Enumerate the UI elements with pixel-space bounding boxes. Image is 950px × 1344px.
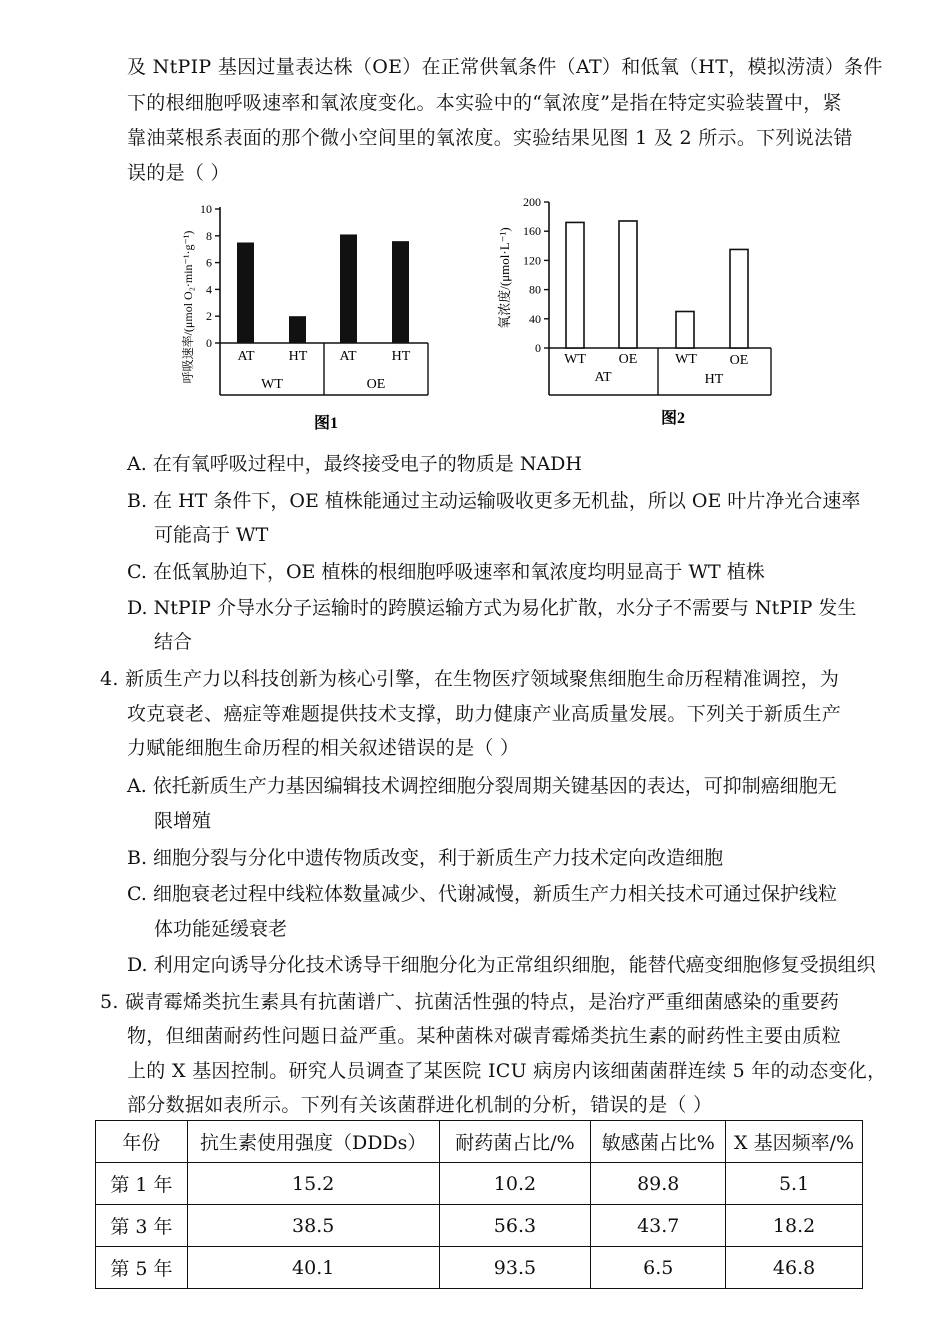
table-cell: 15.2 (187, 1163, 439, 1205)
table-cell: 第 1 年 (96, 1163, 188, 1205)
chart-bar (340, 234, 357, 343)
fig2-tick-label-2: OE (618, 352, 638, 367)
table-cell: 第 3 年 (96, 1205, 188, 1247)
chart-bar (730, 249, 748, 348)
table-cell: 38.5 (187, 1205, 439, 1247)
fig2-ylabel: 氧浓度/(μmol·L⁻¹) (497, 227, 512, 329)
q5-stem-2: 物，但细菌耐药性问题日益严重。某种菌株对碳青霉烯类抗生素的耐药性主要由质粒 (127, 1025, 842, 1047)
fig1-tick-label-4: HT (391, 349, 411, 364)
q4-stem-2: 攻克衰老、癌症等难题提供技术支撑，助力健康产业高质量发展。下列关于新质生产 (127, 703, 842, 725)
y-tick-label: 200 (523, 195, 541, 209)
fig2-group-label-1: AT (594, 370, 612, 385)
table-row (96, 1205, 863, 1247)
fig2-y-ticks (523, 195, 549, 355)
fig2-tick-label-4: OE (729, 353, 749, 368)
q4-option-c: C. 细胞衰老过程中线粒体数量减少、代谢减慢，新质生产力相关技术可通过保护线粒 (127, 883, 837, 905)
fig2-caption: 图2 (660, 410, 686, 427)
chart-bar (237, 243, 254, 344)
q5-stem-1: 5. 碳青霉烯类抗生素具有抗菌谱广、抗菌活性强的特点，是治疗严重细菌感染的重要药 (100, 991, 840, 1013)
chart-bar (289, 316, 306, 343)
y-tick-label: 6 (206, 255, 212, 270)
q3-option-a: A. 在有氧呼吸过程中，最终接受电子的物质是 NADH (127, 453, 582, 475)
figure-1 (180, 195, 440, 435)
q4-option-a: A. 依托新质生产力基因编辑技术调控细胞分裂周期关键基因的表达，可抑制癌细胞无 (127, 775, 837, 797)
table-header-row (96, 1121, 863, 1163)
fig1-group-label-2: OE (366, 377, 386, 392)
y-tick-label: 80 (529, 282, 541, 297)
intro-line-1: 及 NtPIP 基因过量表达株（OE）在正常供氧条件（AT）和低氧（HT，模拟涝渍）条件 (127, 56, 883, 78)
table-row (96, 1247, 863, 1289)
table-cell: 56.3 (439, 1205, 591, 1247)
y-tick-label: 0 (206, 336, 212, 350)
intro-line-4: 误的是（ ） (127, 162, 230, 184)
y-tick-label: 120 (523, 253, 541, 268)
table-cell: 43.7 (591, 1205, 726, 1247)
q4-stem-3: 力赋能细胞生命历程的相关叙述错误的是（ ） (127, 737, 520, 759)
fig1-y-ticks (200, 202, 220, 350)
y-tick-label: 0 (535, 341, 541, 355)
table-header-cell: 耐药菌占比/% (439, 1121, 591, 1163)
q4-option-b: B. 细胞分裂与分化中遗传物质改变，利于新质生产力技术定向改造细胞 (127, 847, 724, 869)
table-cell: 93.5 (439, 1247, 591, 1289)
q3-option-b: B. 在 HT 条件下，OE 植株能通过主动运输吸收更多无机盐，所以 OE 叶片净光合速率 (127, 490, 861, 512)
y-tick-label: 10 (200, 202, 212, 216)
intro-line-3: 靠油菜根系表面的那个微小空间里的氧浓度。实验结果见图 1 及 2 所示。下列说法错 (127, 127, 853, 149)
resistance-data-table (95, 1120, 863, 1289)
fig2-group-label-2: HT (704, 372, 724, 387)
table-header-cell: X 基因频率/% (726, 1121, 863, 1163)
table-header-cell: 敏感菌占比% (591, 1121, 726, 1163)
y-tick-label: 4 (206, 282, 212, 297)
chart-bar (619, 221, 637, 348)
table-cell: 第 5 年 (96, 1247, 188, 1289)
q3-option-d: D. NtPIP 介导水分子运输时的跨膜运输方式为易化扩散，水分子不需要与 NtPIP 发生 (127, 597, 857, 619)
fig1-tick-label-2: HT (288, 349, 308, 364)
table-cell: 5.1 (726, 1163, 863, 1205)
table-cell: 10.2 (439, 1163, 591, 1205)
fig1-caption: 图1 (313, 415, 339, 432)
fig1-tick-label-3: AT (339, 349, 357, 364)
y-tick-label: 160 (523, 224, 541, 239)
table-cell: 46.8 (726, 1247, 863, 1289)
q4-option-a-cont: 限增殖 (154, 810, 212, 832)
chart-bar (392, 241, 409, 343)
q3-option-c: C. 在低氧胁迫下，OE 植株的根细胞呼吸速率和氧浓度均明显高于 WT 植株 (127, 561, 765, 583)
y-tick-label: 8 (206, 228, 212, 243)
chart-bar (676, 312, 694, 349)
q4-option-c-cont: 体功能延缓衰老 (154, 918, 288, 940)
figure-2 (495, 190, 785, 435)
table-cell: 18.2 (726, 1205, 863, 1247)
q3-option-d-cont: 结合 (154, 631, 193, 653)
q4-stem-1: 4. 新质生产力以科技创新为核心引擎，在生物医疗领域聚焦细胞生命历程精准调控，为 (100, 668, 840, 690)
q5-stem-4: 部分数据如表所示。下列有关该菌群进化机制的分析，错误的是（ ） (127, 1094, 713, 1116)
fig2-tick-label-3: WT (675, 352, 697, 367)
q3-option-b-cont: 可能高于 WT (154, 524, 269, 546)
fig1-bars (237, 234, 409, 343)
y-tick-label: 2 (206, 309, 212, 324)
fig1-ylabel: 呼吸速率/(μmol O₂·min⁻¹·g⁻¹) (181, 230, 195, 384)
chart-bar (566, 222, 584, 348)
fig1-group-label-1: WT (261, 377, 283, 392)
table-cell: 89.8 (591, 1163, 726, 1205)
fig1-tick-label-1: AT (237, 349, 255, 364)
table-row (96, 1163, 863, 1205)
fig2-bars (566, 221, 748, 348)
q5-stem-3: 上的 X 基因控制。研究人员调查了某医院 ICU 病房内该细菌菌群连续 5 年的动态变化， (127, 1060, 887, 1082)
table-cell: 40.1 (187, 1247, 439, 1289)
fig2-tick-label-1: WT (564, 352, 586, 367)
q4-option-d: D. 利用定向诱导分化技术诱导干细胞分化为正常组织细胞，能替代癌变细胞修复受损组织 (127, 954, 876, 976)
y-tick-label: 40 (529, 311, 541, 326)
table-cell: 6.5 (591, 1247, 726, 1289)
table-header-cell: 抗生素使用强度（DDDs） (187, 1121, 439, 1163)
table-header-cell: 年份 (96, 1121, 188, 1163)
intro-line-2: 下的根细胞呼吸速率和氧浓度变化。本实验中的“氧浓度”是指在特定实验装置中，紧 (127, 92, 842, 114)
